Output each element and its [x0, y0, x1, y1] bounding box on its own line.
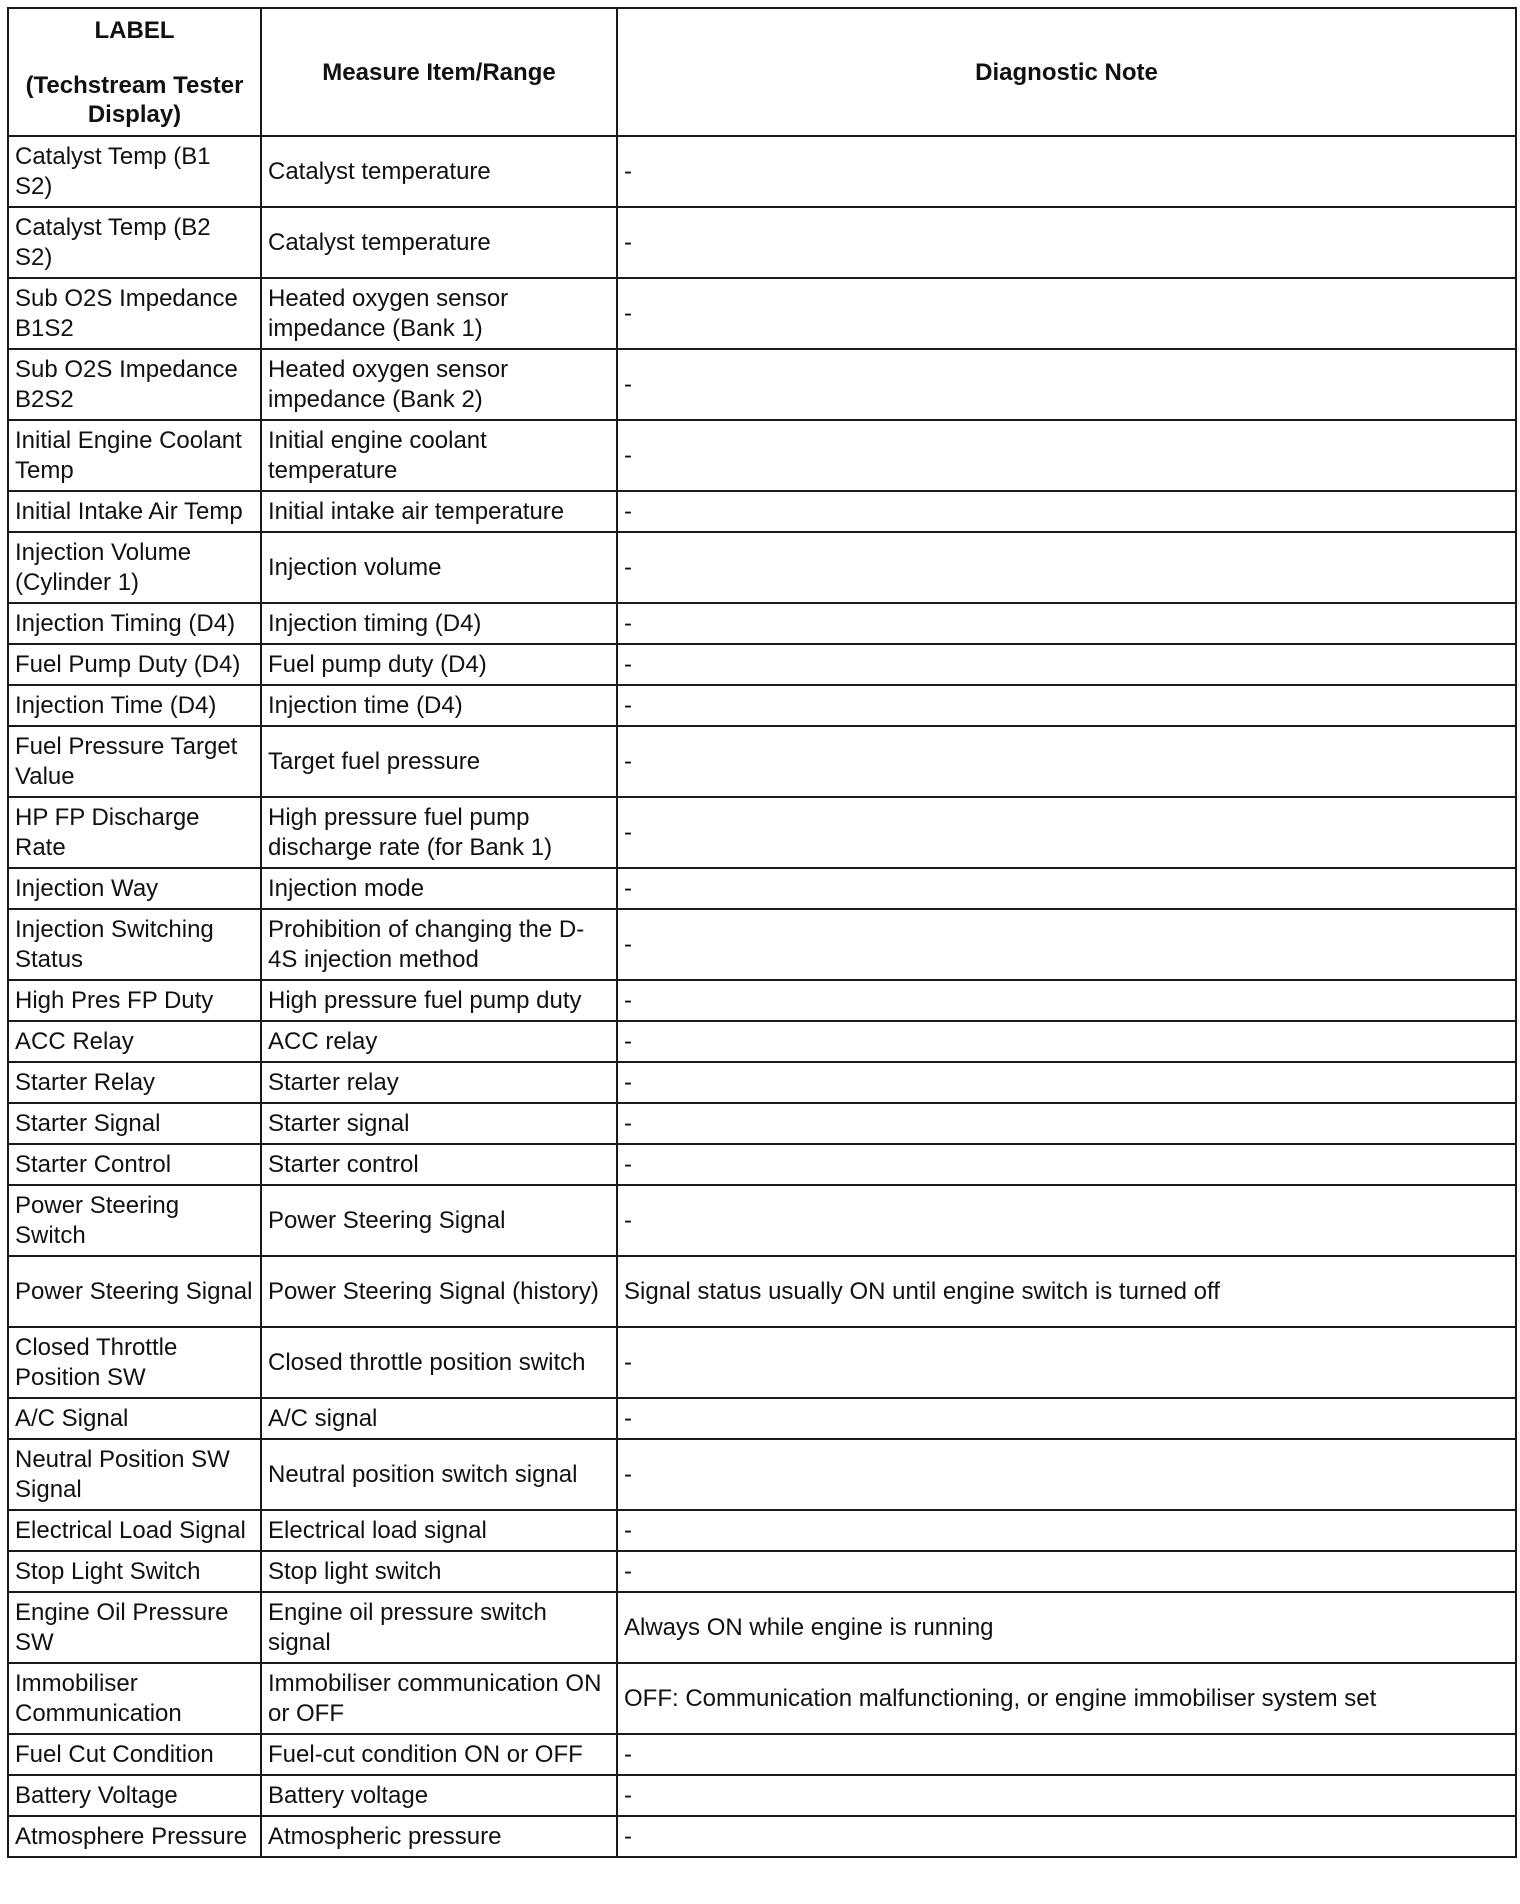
header-label-line1: LABEL [94, 16, 175, 44]
table-row [8, 644, 1516, 685]
table-row [8, 136, 1516, 207]
cell-label: Engine Oil Pressure SW [8, 1592, 261, 1663]
table-row [8, 1439, 1516, 1510]
cell-measure: Initial engine coolant temperature [261, 420, 617, 491]
cell-note: - [617, 685, 1516, 726]
cell-note: - [617, 1185, 1516, 1256]
cell-measure: Atmospheric pressure [261, 1816, 617, 1857]
cell-label: ACC Relay [8, 1021, 261, 1062]
cell-note: - [617, 603, 1516, 644]
cell-label: Starter Relay [8, 1062, 261, 1103]
table-row [8, 1021, 1516, 1062]
table-row [8, 420, 1516, 491]
cell-measure: Stop light switch [261, 1551, 617, 1592]
cell-note: - [617, 532, 1516, 603]
cell-measure: Injection mode [261, 868, 617, 909]
header-measure: Measure Item/Range [261, 8, 617, 136]
cell-note: - [617, 797, 1516, 868]
cell-label: Power Steering Signal [8, 1256, 261, 1327]
cell-label: Catalyst Temp (B1 S2) [8, 136, 261, 207]
table-row [8, 1327, 1516, 1398]
cell-label: Injection Switching Status [8, 909, 261, 980]
cell-note: - [617, 868, 1516, 909]
cell-measure: Closed throttle position switch [261, 1327, 617, 1398]
header-label-line2: (Techstream Tester [25, 71, 244, 99]
cell-label: HP FP Discharge Rate [8, 797, 261, 868]
cell-note: Signal status usually ON until engine switch is turned off [617, 1256, 1516, 1327]
data-list-table-container [7, 7, 1515, 1858]
cell-label: Starter Signal [8, 1103, 261, 1144]
table-row [8, 491, 1516, 532]
table-row [8, 1144, 1516, 1185]
table-row [8, 1062, 1516, 1103]
cell-label: Initial Intake Air Temp [8, 491, 261, 532]
cell-note: - [617, 278, 1516, 349]
table-row [8, 278, 1516, 349]
cell-note: Always ON while engine is running [617, 1592, 1516, 1663]
cell-measure: Prohibition of changing the D-4S injection method [261, 909, 617, 980]
cell-measure: ACC relay [261, 1021, 617, 1062]
cell-label: Immobiliser Communication [8, 1663, 261, 1734]
cell-measure: Starter control [261, 1144, 617, 1185]
table-row [8, 797, 1516, 868]
cell-note: OFF: Communication malfunctioning, or engine immobiliser system set [617, 1663, 1516, 1734]
cell-measure: High pressure fuel pump discharge rate (for Bank 1) [261, 797, 617, 868]
cell-note: - [617, 207, 1516, 278]
cell-label: Fuel Pressure Target Value [8, 726, 261, 797]
cell-measure: Heated oxygen sensor impedance (Bank 1) [261, 278, 617, 349]
cell-note: - [617, 420, 1516, 491]
cell-note: - [617, 1816, 1516, 1857]
table-row [8, 1398, 1516, 1439]
cell-label: Injection Way [8, 868, 261, 909]
table-row [8, 1592, 1516, 1663]
cell-label: Power Steering Switch [8, 1185, 261, 1256]
cell-measure: Neutral position switch signal [261, 1439, 617, 1510]
cell-note: - [617, 1103, 1516, 1144]
table-header-row [8, 8, 1516, 136]
cell-note: - [617, 1062, 1516, 1103]
table-row [8, 349, 1516, 420]
cell-label: Fuel Pump Duty (D4) [8, 644, 261, 685]
table-row [8, 726, 1516, 797]
cell-note: - [617, 1439, 1516, 1510]
cell-measure: Heated oxygen sensor impedance (Bank 2) [261, 349, 617, 420]
table-row [8, 1775, 1516, 1816]
table-row [8, 1663, 1516, 1734]
cell-label: Injection Time (D4) [8, 685, 261, 726]
cell-measure: Power Steering Signal (history) [261, 1256, 617, 1327]
table-row [8, 603, 1516, 644]
header-label [8, 8, 261, 136]
table-row [8, 207, 1516, 278]
cell-measure: Injection time (D4) [261, 685, 617, 726]
cell-measure: Electrical load signal [261, 1510, 617, 1551]
cell-measure: Catalyst temperature [261, 136, 617, 207]
header-label-line3: Display) [87, 100, 182, 128]
cell-note: - [617, 1510, 1516, 1551]
cell-label: Fuel Cut Condition [8, 1734, 261, 1775]
cell-measure: Starter relay [261, 1062, 617, 1103]
cell-note: - [617, 491, 1516, 532]
cell-label: High Pres FP Duty [8, 980, 261, 1021]
cell-label: Injection Timing (D4) [8, 603, 261, 644]
cell-label: Battery Voltage [8, 1775, 261, 1816]
cell-label: Sub O2S Impedance B2S2 [8, 349, 261, 420]
header-diagnostic-note: Diagnostic Note [617, 8, 1516, 136]
cell-measure: High pressure fuel pump duty [261, 980, 617, 1021]
cell-note: - [617, 1398, 1516, 1439]
table-row [8, 980, 1516, 1021]
cell-label: Atmosphere Pressure [8, 1816, 261, 1857]
cell-measure: Catalyst temperature [261, 207, 617, 278]
cell-label: Sub O2S Impedance B1S2 [8, 278, 261, 349]
cell-label: Initial Engine Coolant Temp [8, 420, 261, 491]
cell-label: Injection Volume (Cylinder 1) [8, 532, 261, 603]
table-row [8, 1256, 1516, 1327]
cell-measure: Target fuel pressure [261, 726, 617, 797]
cell-note: - [617, 726, 1516, 797]
table-row [8, 1734, 1516, 1775]
cell-note: - [617, 1144, 1516, 1185]
cell-measure: Engine oil pressure switch signal [261, 1592, 617, 1663]
cell-label: Electrical Load Signal [8, 1510, 261, 1551]
table-row [8, 868, 1516, 909]
cell-measure: Injection timing (D4) [261, 603, 617, 644]
cell-note: - [617, 136, 1516, 207]
cell-note: - [617, 1021, 1516, 1062]
table-row [8, 1103, 1516, 1144]
table-row [8, 685, 1516, 726]
cell-measure: Fuel pump duty (D4) [261, 644, 617, 685]
table-row [8, 909, 1516, 980]
cell-note: - [617, 644, 1516, 685]
cell-measure: A/C signal [261, 1398, 617, 1439]
cell-measure: Immobiliser communication ON or OFF [261, 1663, 617, 1734]
cell-measure: Power Steering Signal [261, 1185, 617, 1256]
table-row [8, 1510, 1516, 1551]
data-list-table [7, 7, 1517, 1858]
table-row [8, 1551, 1516, 1592]
cell-label: Closed Throttle Position SW [8, 1327, 261, 1398]
cell-note: - [617, 1775, 1516, 1816]
cell-measure: Battery voltage [261, 1775, 617, 1816]
cell-measure: Starter signal [261, 1103, 617, 1144]
cell-label: Neutral Position SW Signal [8, 1439, 261, 1510]
cell-label: Stop Light Switch [8, 1551, 261, 1592]
cell-note: - [617, 349, 1516, 420]
cell-measure: Injection volume [261, 532, 617, 603]
cell-label: Catalyst Temp (B2 S2) [8, 207, 261, 278]
table-row [8, 1185, 1516, 1256]
cell-label: Starter Control [8, 1144, 261, 1185]
cell-note: - [617, 1734, 1516, 1775]
cell-measure: Initial intake air temperature [261, 491, 617, 532]
cell-label: A/C Signal [8, 1398, 261, 1439]
cell-note: - [617, 1551, 1516, 1592]
table-row [8, 1816, 1516, 1857]
table-row [8, 532, 1516, 603]
cell-note: - [617, 909, 1516, 980]
cell-note: - [617, 1327, 1516, 1398]
cell-note: - [617, 980, 1516, 1021]
cell-measure: Fuel-cut condition ON or OFF [261, 1734, 617, 1775]
